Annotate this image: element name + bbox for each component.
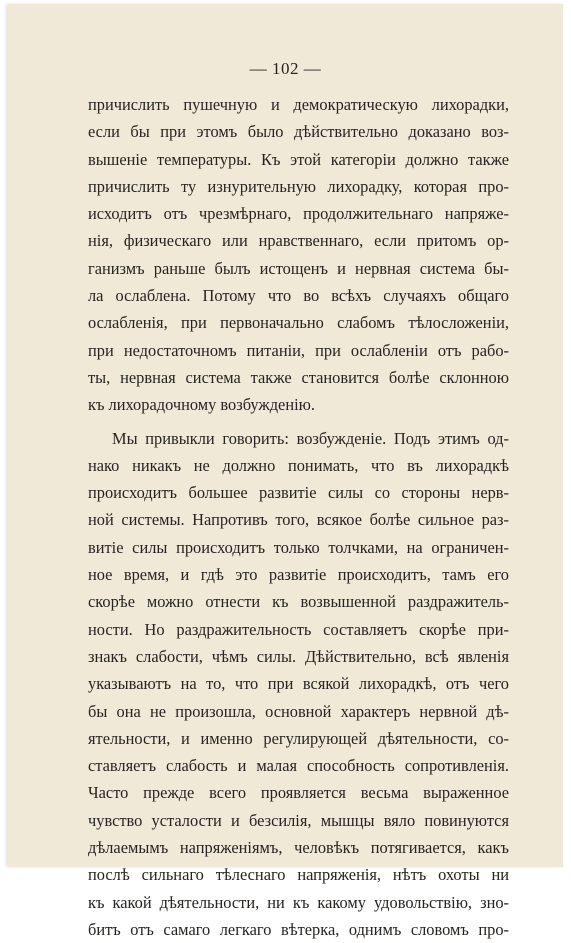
text-line: послѣ сильнаго тѣлеснаго напряженія, нѣтъ охоты ни — [88, 865, 509, 885]
text-line: нако никакъ не должно понимать, что въ лихорадкѣ — [88, 455, 509, 475]
text-line: скорѣе можно отнести къ возвышенной раздражитель- — [88, 592, 509, 612]
text-line: вышеніе температуры. Къ этой категоріи должно также — [88, 149, 509, 169]
text-line: происходитъ большее развитіе силы со стороны нерв- — [88, 483, 509, 503]
page-number: — 102 — — [249, 59, 322, 78]
text-line: бы она не произошла, основной характеръ нервной дѣ- — [88, 701, 509, 721]
text-line: ности. Но раздражительность составляетъ скорѣе при- — [88, 619, 509, 639]
text-line: если бы при этомъ было дѣйствительно доказано воз- — [88, 122, 509, 142]
text-line: къ какой дѣятельности, ни къ какому удовольствію, зно- — [88, 892, 509, 912]
text-line: ное время, и гдѣ это развитіе происходитъ, тамъ его — [88, 565, 509, 585]
text-line: знакъ слабости, чѣмъ силы. Дѣйствительно, всѣ явленія — [88, 646, 509, 666]
book-page — [8, 4, 563, 939]
text-line: при недостаточномъ питаніи, при ослабленіи отъ рабо- — [88, 340, 509, 360]
text-line: Мы привыкли говорить: возбужденіе. Подъ этимъ од- — [112, 428, 509, 448]
text-line: ты, нервная система также становится болѣе склонною — [88, 367, 509, 387]
text-line: ставляетъ слабость и малая способность сопротивленія. — [88, 756, 509, 776]
text-line: битъ отъ самаго легкаго вѣтерка, однимъ словомъ про- — [88, 919, 509, 939]
text-line: ганизмъ раньше былъ истощенъ и нервная система бы- — [88, 258, 509, 278]
text-line: нія, физическаго или нравственнаго, если притомъ ор- — [88, 231, 509, 251]
text-line: причислить ту изнурительную лихорадку, которая про- — [88, 176, 509, 196]
text-line: исходитъ отъ чрезмѣрнаго, продолжительнаго напряже- — [88, 204, 509, 224]
paragraph-2 — [88, 425, 509, 943]
text-line: витіе силы происходитъ только толчками, на ограничен- — [88, 537, 509, 557]
text-line: къ лихорадочному возбужденію. — [88, 395, 315, 415]
text-line: причислить пушечную и демократическую лихорадки, — [88, 95, 509, 114]
text-line: ной системы. Напротивъ того, всякое болѣе сильное раз- — [88, 510, 509, 530]
text-line: дѣлаемымъ напряженіямъ, человѣкъ потягивается, какъ — [88, 838, 509, 858]
text-line: чувство усталости и безсилія, мышцы вяло повинуются — [88, 810, 509, 830]
text-line: указываютъ на то, что при всякой лихорадкѣ, отъ чего — [88, 674, 509, 694]
paragraph-1 — [88, 91, 509, 419]
text-line: ла ослаблена. Потому что во всѣхъ случаяхъ общаго — [88, 286, 509, 306]
text-line: ятельности, и именно регулирующей дѣятельности, со- — [88, 728, 509, 748]
text-line: ослабленія, при первоначально слабомъ тѣлосложеніи, — [88, 313, 509, 333]
text-line: Часто прежде всего проявляется весьма выраженное — [88, 783, 509, 803]
body-text — [88, 91, 509, 943]
